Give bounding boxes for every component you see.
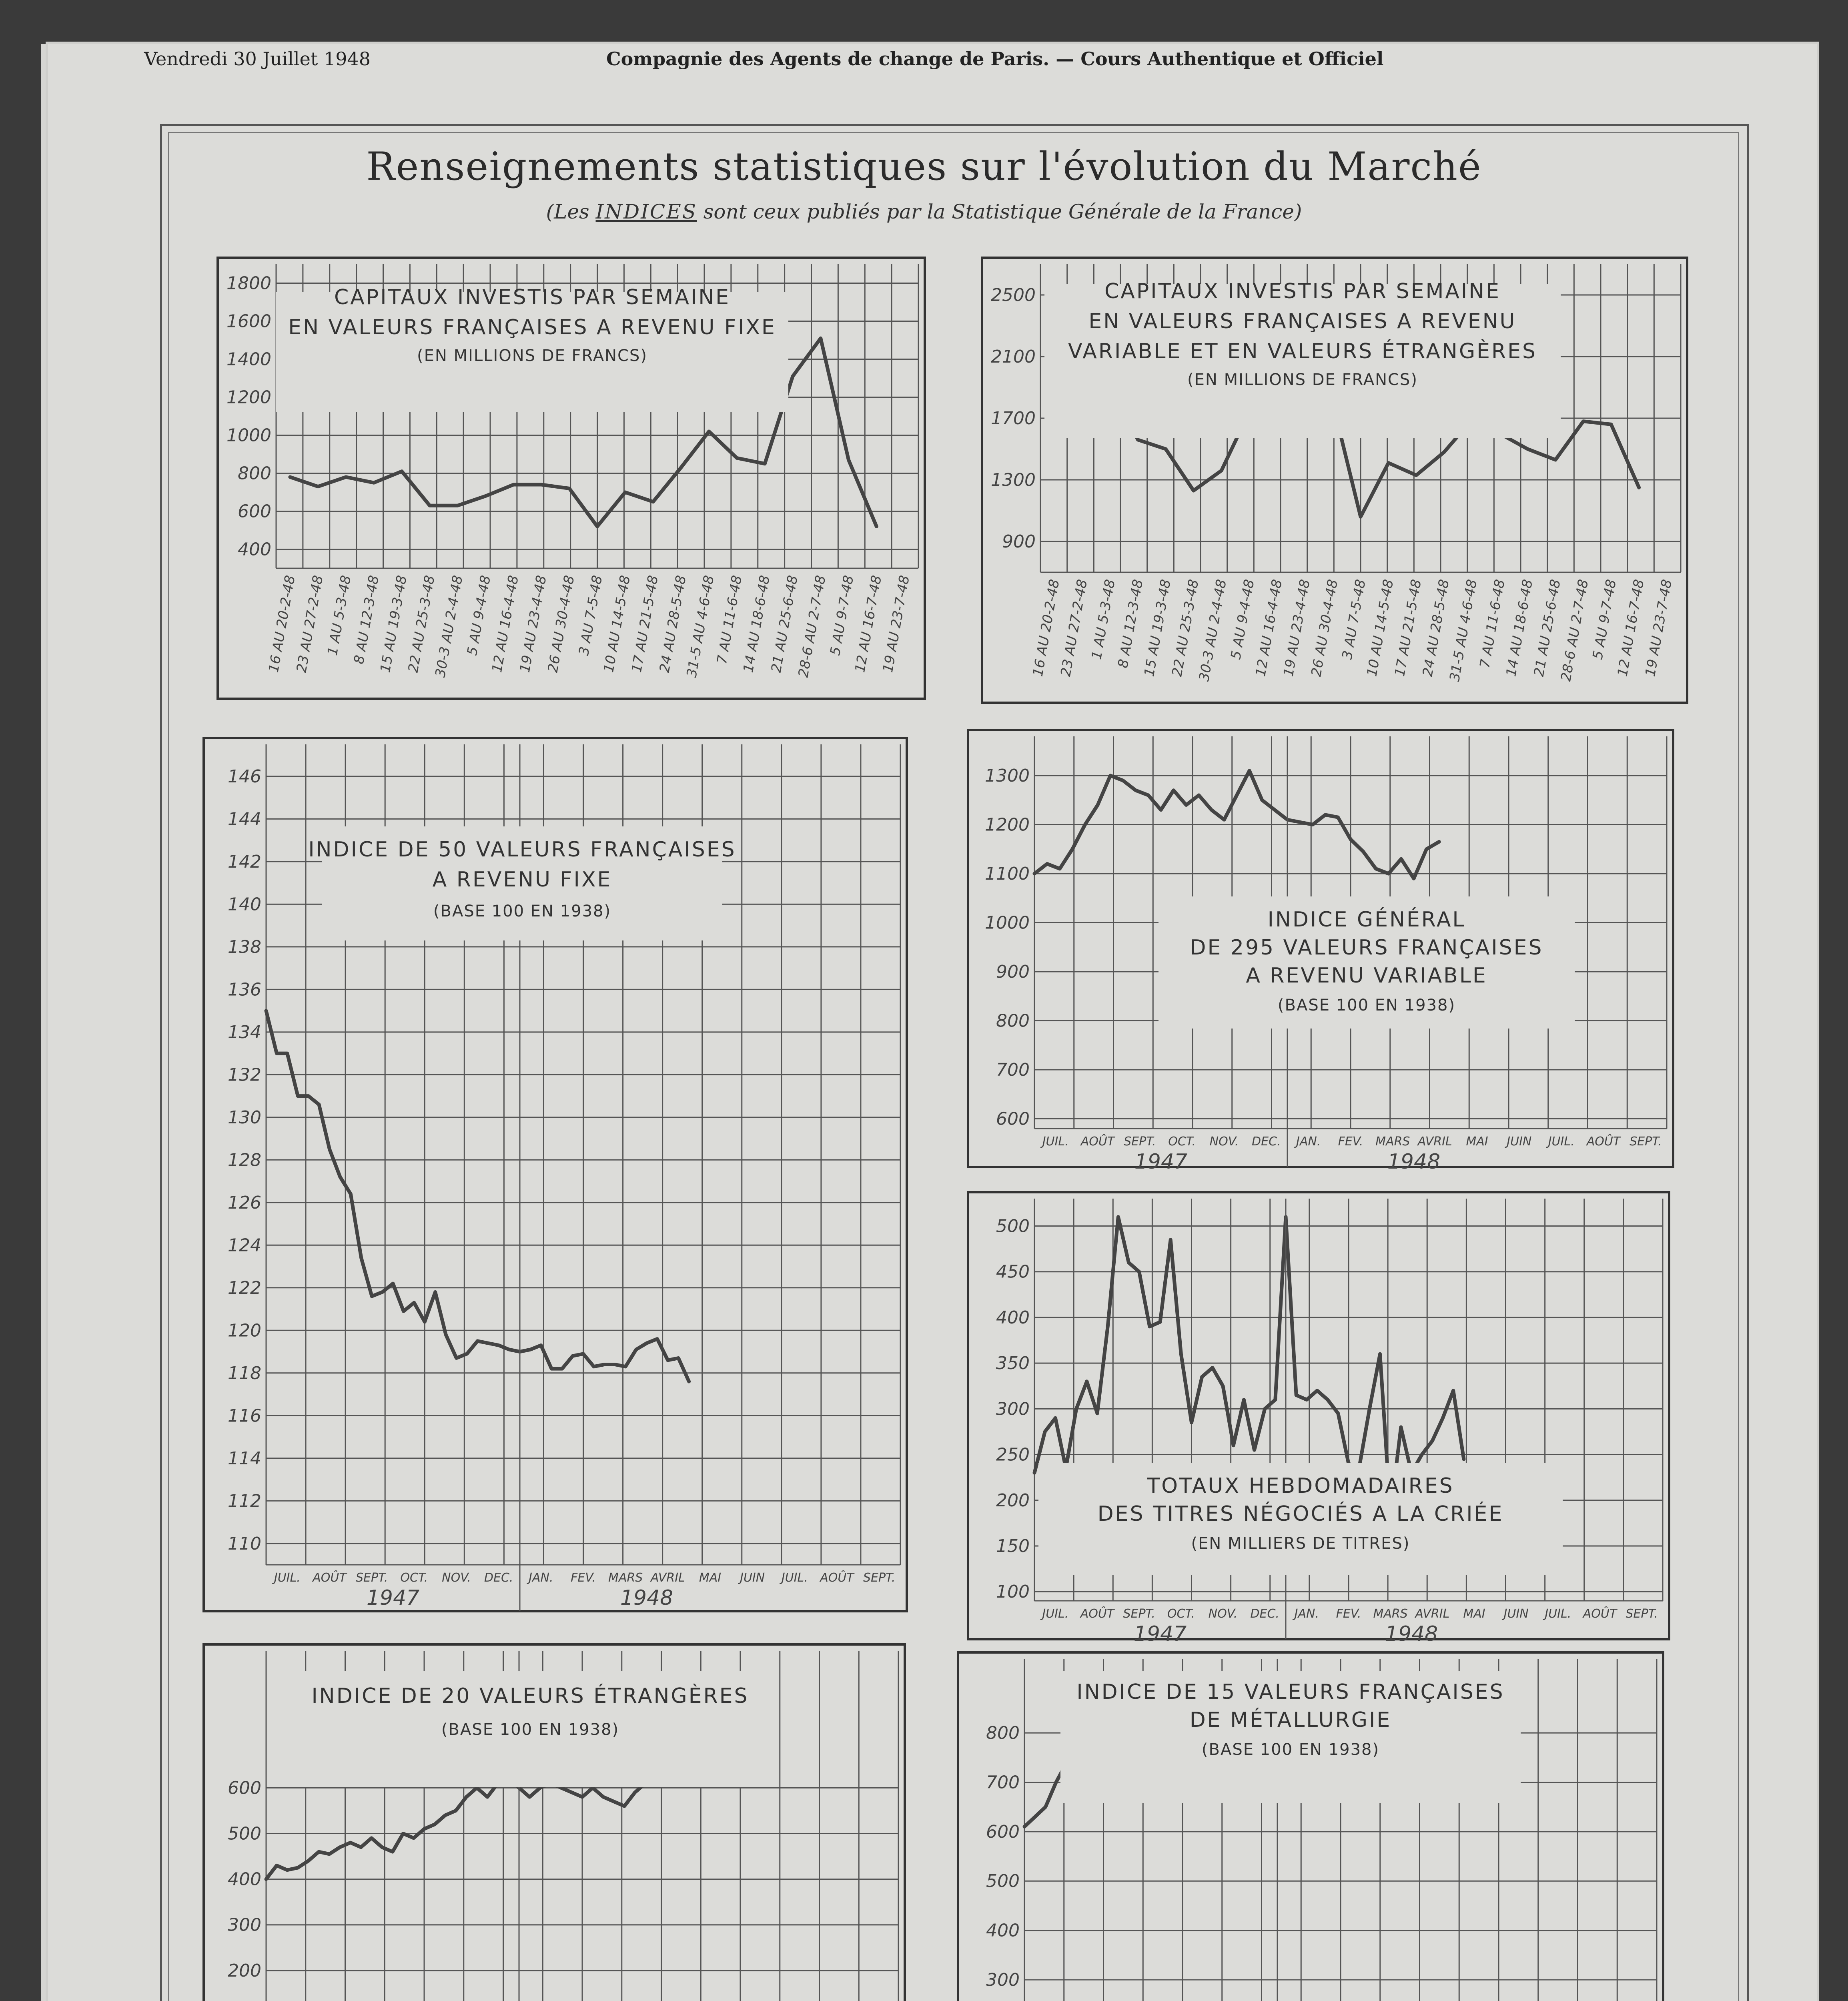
month-label: MARS [1375, 1135, 1410, 1149]
chart-title-line: CAPITAUX INVESTIS PAR SEMAINE [1104, 279, 1501, 303]
month-label: NOV. [1209, 1135, 1239, 1149]
chart-capitaux-revenu-variable [980, 256, 1689, 704]
y-tick-label: 800 [986, 1723, 1020, 1744]
y-tick-label: 300 [996, 1399, 1030, 1420]
y-tick-label: 150 [996, 1536, 1030, 1556]
x-tick-label: 14 AU 18-6-48 [740, 574, 774, 674]
x-tick-label: 15 AU 19-3-48 [1141, 578, 1174, 678]
chart-title-line: EN VALEURS FRANÇAISES A REVENU [1088, 309, 1517, 333]
x-tick-label: 16 AU 20-2-48 [265, 574, 299, 674]
y-tick-label: 450 [996, 1261, 1030, 1282]
page-title: Renseignements statistiques sur l'évolution du Marché [366, 144, 1482, 189]
series-line [266, 1011, 689, 1381]
month-label: JUIN [740, 1571, 765, 1585]
y-tick-label: 144 [228, 809, 261, 830]
month-label: JUIL. [1548, 1135, 1575, 1149]
x-tick-label: 24 AU 28-5-48 [656, 574, 689, 674]
month-label: JUIN [1503, 1607, 1529, 1621]
y-tick-label: 130 [228, 1107, 261, 1128]
month-label: JAN. [1294, 1607, 1319, 1621]
y-tick-label: 800 [238, 463, 271, 484]
x-tick-label: 30-3 AU 2-4-48 [1196, 578, 1230, 683]
x-tick-label: 24 AU 28-5-48 [1419, 578, 1453, 678]
y-tick-label: 118 [228, 1363, 261, 1383]
year-label: 1947 [366, 1586, 420, 1610]
chart-subtitle: (EN MILLIONS DE FRANCS) [417, 347, 647, 365]
y-tick-label: 700 [996, 1060, 1030, 1080]
x-tick-label: 21 AU 25-6-48 [1531, 578, 1564, 678]
y-tick-label: 1300 [991, 470, 1036, 490]
chart-indice-50-valeurs-revenu-fixe [202, 736, 908, 1613]
y-tick-label: 1800 [226, 273, 271, 294]
x-tick-label: 19 AU 23-4-48 [1280, 578, 1313, 678]
chart-title-line: A REVENU FIXE [432, 868, 612, 892]
year-label: 1947 [1134, 1150, 1188, 1174]
x-tick-label: 19 AU 23-7-48 [1642, 578, 1676, 678]
year-label: 1948 [1385, 1622, 1438, 1646]
month-label: JUIL. [781, 1571, 808, 1585]
month-label: JUIL. [1545, 1607, 1571, 1621]
y-tick-label: 134 [228, 1022, 261, 1043]
month-label: SEPT. [355, 1571, 388, 1585]
chart-indice-20-valeurs-etrangeres [202, 1643, 906, 2001]
month-label: DEC. [484, 1571, 513, 1585]
chart-subtitle: (EN MILLIERS DE TITRES) [1191, 1534, 1410, 1553]
y-tick-label: 600 [238, 501, 271, 522]
y-tick-label: 500 [986, 1871, 1020, 1892]
month-label: AOÛT [313, 1571, 347, 1585]
x-tick-label: 22 AU 25-3-48 [405, 574, 438, 674]
y-tick-label: 1200 [985, 814, 1030, 835]
month-label: MARS [1373, 1607, 1408, 1621]
y-tick-label: 700 [986, 1772, 1020, 1793]
subtitle-after: sont ceux publiés par la Statistique Générale de la France) [697, 200, 1302, 223]
y-tick-label: 1700 [991, 408, 1036, 429]
chart-subtitle: (BASE 100 EN 1938) [441, 1720, 619, 1739]
month-label: NOV. [442, 1571, 471, 1585]
chart-title-line: INDICE DE 15 VALEURS FRANÇAISES [1076, 1680, 1505, 1704]
y-tick-label: 146 [228, 766, 261, 787]
x-tick-label: 14 AU 18-6-48 [1503, 578, 1536, 678]
month-label: JAN. [1296, 1135, 1321, 1149]
y-tick-label: 600 [996, 1109, 1030, 1129]
chart-totaux-hebdomadaires-criee [966, 1191, 1671, 1646]
y-tick-label: 800 [996, 1011, 1030, 1031]
header-date: Vendredi 30 Juillet 1948 [144, 48, 371, 70]
x-tick-label: 5 AU 9-4-48 [464, 574, 494, 657]
y-tick-label: 138 [228, 936, 261, 957]
chart-indice-general-295-valeurs [966, 728, 1675, 1174]
month-label: MARS [608, 1571, 643, 1585]
y-tick-label: 200 [996, 1490, 1030, 1511]
x-tick-label: 7 AU 11-6-48 [1477, 578, 1508, 670]
subtitle-indices: INDICES [595, 200, 697, 223]
x-tick-label: 12 AU 16-4-48 [1253, 578, 1286, 678]
month-label: AOÛT [1080, 1607, 1114, 1621]
y-tick-label: 900 [996, 962, 1030, 982]
y-tick-label: 500 [228, 1823, 261, 1844]
month-label: AVRIL [650, 1571, 685, 1585]
month-label: JUIL. [1042, 1607, 1069, 1621]
x-tick-label: 28-6 AU 2-7-48 [795, 574, 829, 679]
x-tick-label: 15 AU 19-3-48 [377, 574, 410, 674]
month-label: DEC. [1250, 1607, 1279, 1621]
x-tick-label: 12 AU 16-4-48 [489, 574, 522, 674]
month-label: AOÛT [1583, 1607, 1617, 1621]
y-tick-label: 400 [986, 1920, 1020, 1941]
x-tick-label: 23 AU 27-2-48 [1058, 578, 1091, 678]
x-tick-label: 1 AU 5-3-48 [324, 574, 355, 657]
x-tick-label: 30-3 AU 2-4-48 [432, 574, 466, 679]
month-label: SEPT. [1630, 1135, 1662, 1149]
y-tick-label: 100 [996, 1582, 1030, 1602]
x-tick-label: 23 AU 27-2-48 [293, 574, 327, 674]
y-tick-label: 600 [228, 1778, 261, 1798]
x-tick-label: 5 AU 9-7-48 [827, 574, 857, 657]
month-label: SEPT. [863, 1571, 896, 1585]
x-tick-label: 8 AU 12-3-48 [1115, 578, 1146, 670]
chart-title-line: VARIABLE ET EN VALEURS ÉTRANGÈRES [1068, 339, 1537, 363]
y-tick-label: 124 [228, 1235, 261, 1256]
y-tick-label: 1000 [985, 912, 1030, 933]
month-label: AOÛT [820, 1571, 854, 1585]
month-label: AOÛT [1080, 1135, 1115, 1149]
chart-subtitle: (BASE 100 EN 1938) [1277, 996, 1456, 1015]
x-tick-label: 8 AU 12-3-48 [351, 574, 383, 666]
y-tick-label: 250 [996, 1444, 1030, 1465]
month-label: OCT. [1168, 1135, 1196, 1149]
chart-title-line: TOTAUX HEBDOMADAIRES [1147, 1474, 1454, 1498]
x-tick-label: 31-5 AU 4-6-48 [683, 574, 718, 679]
x-tick-label: 5 AU 9-4-48 [1228, 578, 1258, 661]
month-label: JAN. [529, 1571, 553, 1585]
x-tick-label: 3 AU 7-5-48 [575, 574, 606, 657]
y-tick-label: 1000 [226, 425, 271, 446]
x-tick-label: 17 AU 21-5-48 [1391, 578, 1425, 678]
y-tick-label: 1600 [226, 311, 271, 332]
y-tick-label: 900 [1002, 531, 1036, 552]
y-tick-label: 140 [228, 894, 261, 915]
month-label: AOÛT [1586, 1135, 1621, 1149]
month-label: AVRIL [1417, 1135, 1452, 1149]
y-tick-label: 350 [996, 1353, 1030, 1374]
month-label: NOV. [1208, 1607, 1238, 1621]
y-tick-label: 136 [228, 979, 261, 1000]
chart-subtitle: (BASE 100 EN 1938) [433, 902, 611, 920]
x-tick-label: 10 AU 14-5-48 [1364, 578, 1397, 678]
x-tick-label: 12 AU 16-7-48 [852, 574, 885, 674]
y-tick-label: 128 [228, 1150, 261, 1171]
chart-subtitle: (BASE 100 EN 1938) [1201, 1740, 1380, 1759]
month-label: OCT. [400, 1571, 428, 1585]
chart-title-line: INDICE DE 50 VALEURS FRANÇAISES [308, 838, 736, 862]
y-tick-label: 400 [238, 539, 271, 560]
chart-capitaux-revenu-fixe [216, 256, 926, 700]
y-tick-label: 600 [986, 1821, 1020, 1842]
subtitle-before: (Les [546, 200, 596, 223]
y-tick-label: 1100 [985, 864, 1030, 884]
y-tick-label: 2500 [991, 285, 1036, 305]
x-tick-label: 5 AU 9-7-48 [1589, 578, 1620, 661]
x-tick-label: 21 AU 25-6-48 [768, 574, 801, 674]
year-label: 1948 [620, 1586, 673, 1610]
x-tick-label: 22 AU 25-3-48 [1169, 578, 1202, 678]
month-label: SEPT. [1123, 1607, 1155, 1621]
page-subtitle [0, 200, 1848, 223]
month-label: JUIL. [274, 1571, 301, 1585]
month-label: FEV. [1336, 1607, 1361, 1621]
month-label: MAI [1463, 1607, 1485, 1621]
month-label: FEV. [1338, 1135, 1363, 1149]
chart-title-line: EN VALEURS FRANÇAISES A REVENU FIXE [288, 315, 776, 339]
month-label: JUIN [1507, 1135, 1532, 1149]
x-tick-label: 26 AU 30-4-48 [545, 574, 578, 674]
x-tick-label: 1 AU 5-3-48 [1088, 578, 1118, 661]
chart-title-line: INDICE GÉNÉRAL [1267, 908, 1466, 932]
chart-title-line: INDICE DE 20 VALEURS ÉTRANGÈRES [311, 1684, 749, 1708]
y-tick-label: 400 [996, 1307, 1030, 1328]
y-tick-label: 126 [228, 1192, 261, 1213]
chart-title-line: DES TITRES NÉGOCIÉS A LA CRIÉE [1097, 1502, 1504, 1526]
month-label: MAI [699, 1571, 722, 1585]
x-tick-label: 19 AU 23-7-48 [880, 574, 913, 674]
x-tick-label: 19 AU 23-4-48 [517, 574, 550, 674]
chart-title-line: DE 295 VALEURS FRANÇAISES [1190, 936, 1543, 960]
y-tick-label: 300 [986, 1969, 1020, 1990]
month-label: AVRIL [1415, 1607, 1450, 1621]
y-tick-label: 500 [996, 1216, 1030, 1237]
chart-title-line: A REVENU VARIABLE [1246, 964, 1487, 988]
x-tick-label: 31-5 AU 4-6-48 [1446, 578, 1481, 683]
x-tick-label: 7 AU 11-6-48 [714, 574, 746, 666]
month-label: SEPT. [1626, 1607, 1658, 1621]
month-label: OCT. [1167, 1607, 1195, 1621]
x-tick-label: 26 AU 30-4-48 [1308, 578, 1341, 678]
y-tick-label: 116 [228, 1406, 261, 1426]
y-tick-label: 120 [228, 1320, 261, 1341]
x-tick-label: 12 AU 16-7-48 [1614, 578, 1648, 678]
x-tick-label: 10 AU 14-5-48 [601, 574, 634, 674]
y-tick-label: 142 [228, 851, 261, 872]
x-tick-label: 16 AU 20-2-48 [1030, 578, 1063, 678]
y-tick-label: 2100 [991, 347, 1036, 367]
month-label: SEPT. [1124, 1135, 1156, 1149]
y-tick-label: 132 [228, 1065, 261, 1085]
x-tick-label: 28-6 AU 2-7-48 [1558, 578, 1592, 683]
y-tick-label: 110 [228, 1533, 261, 1554]
series-line [266, 1779, 656, 1879]
month-label: MAI [1466, 1135, 1488, 1149]
y-tick-label: 400 [228, 1869, 261, 1890]
header-publication: Compagnie des Agents de change de Paris. — Cours Authentique et Officiel [606, 48, 1384, 70]
y-tick-label: 1200 [226, 387, 271, 408]
y-tick-label: 300 [228, 1915, 261, 1935]
chart-title-line: CAPITAUX INVESTIS PAR SEMAINE [334, 285, 731, 309]
y-tick-label: 114 [228, 1448, 261, 1469]
chart-indice-15-valeurs-metallurgie [956, 1651, 1665, 2001]
y-tick-label: 122 [228, 1277, 261, 1298]
y-tick-label: 112 [228, 1491, 261, 1512]
chart-title-line: DE MÉTALLURGIE [1189, 1708, 1392, 1732]
y-tick-label: 1400 [226, 349, 271, 370]
x-tick-label: 3 AU 7-5-48 [1339, 578, 1369, 661]
x-tick-label: 17 AU 21-5-48 [628, 574, 661, 674]
month-label: JUIL. [1042, 1135, 1069, 1149]
year-label: 1947 [1133, 1622, 1187, 1646]
month-label: DEC. [1252, 1135, 1281, 1149]
chart-subtitle: (EN MILLIONS DE FRANCS) [1187, 371, 1418, 389]
year-label: 1948 [1387, 1150, 1441, 1174]
y-tick-label: 1300 [985, 766, 1030, 786]
y-tick-label: 200 [228, 1960, 261, 1981]
month-label: FEV. [571, 1571, 596, 1585]
